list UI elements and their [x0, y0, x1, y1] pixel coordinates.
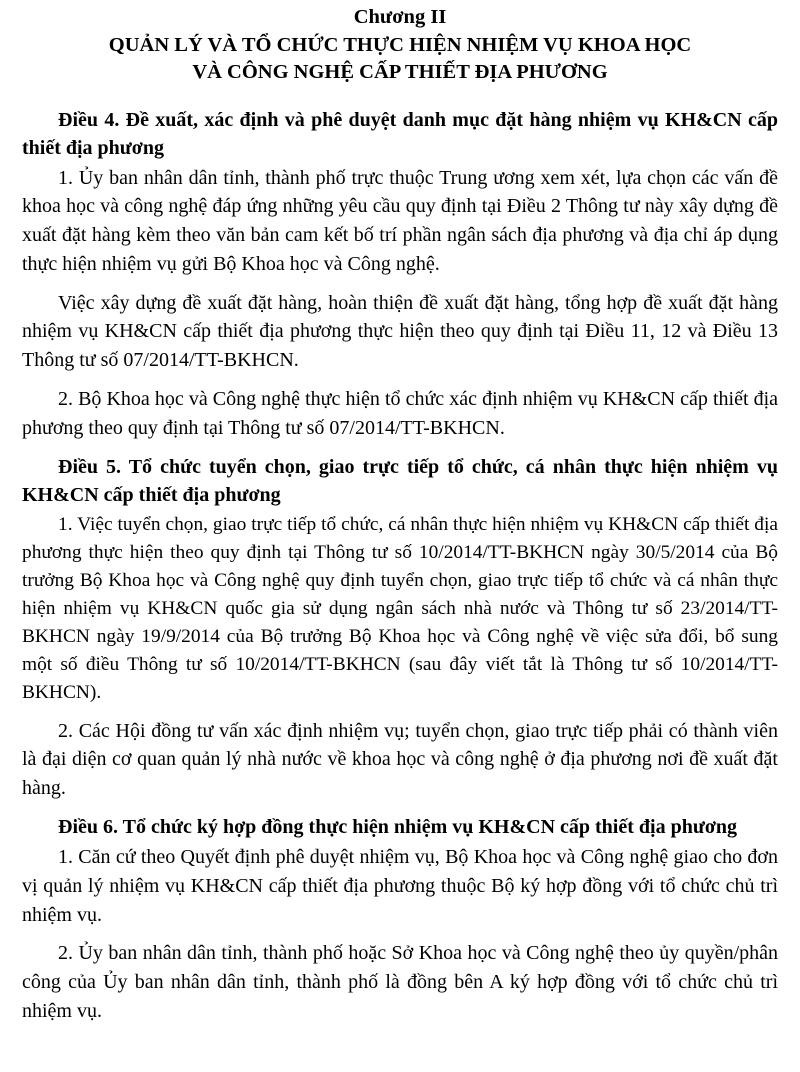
paragraph: 1. Căn cứ theo Quyết định phê duyệt nhiệm vụ, Bộ Khoa học và Công nghệ giao cho đơn vị quản lý nhiệm vụ KH&CN cấp thiết địa phương thuộc Bộ ký hợp đồng với tổ chức chủ trì nhiệm vụ.	[22, 846, 778, 926]
article-4	[22, 106, 778, 443]
chapter-title-line-2: VÀ CÔNG NGHỆ CẤP THIẾT ĐỊA PHƯƠNG	[192, 61, 608, 83]
article-heading: Điều 6. Tổ chức ký hợp đồng thực hiện nhiệm vụ KH&CN cấp thiết địa phương	[58, 816, 738, 839]
chapter-title-line-1: QUẢN LÝ VÀ TỔ CHỨC THỰC HIỆN NHIỆM VỤ KHOA HỌC	[108, 33, 692, 56]
paragraph: 1. Việc tuyển chọn, giao trực tiếp tổ chức, cá nhân thực hiện nhiệm vụ KH&CN cấp thiết địa phương thực hiện theo quy định tại Thông tư số 10/2014/TT-BKHCN ngày 30/5/2014 của Bộ trưởng Bộ Khoa học và Công nghệ quy định tuyển chọn, giao trực tiếp tổ chức và cá nhân thực hiện nhiệm vụ KH&CN quốc gia sử dụng ngân sách nhà nước và Thông tư số 23/2014/TT-BKHCN ngày 19/9/2014 của Bộ trưởng Bộ Khoa học và Công nghệ về việc sửa đổi, bổ sung một số điều Thông tư số 10/2014/TT-BKHCN (sau đây viết tắt là Thông tư số 10/2014/TT-BKHCN).	[22, 513, 778, 703]
paragraph: 1. Ủy ban nhân dân tỉnh, thành phố trực thuộc Trung ương xem xét, lựa chọn các vấn đề khoa học và công nghệ đáp ứng những yêu cầu quy định tại Điều 2 Thông tư này xây dựng đề xuất đặt hàng kèm theo văn bản cam kết bố trí phần ngân sách địa phương và địa chỉ áp dụng thực hiện nhiệm vụ gửi Bộ Khoa học và Công nghệ.	[22, 166, 778, 275]
article-6	[22, 813, 778, 1026]
article-5	[22, 453, 778, 803]
chapter-heading	[22, 4, 778, 87]
paragraph: 2. Ủy ban nhân dân tỉnh, thành phố hoặc Sở Khoa học và Công nghệ theo ủy quyền/phân công của Ủy ban nhân dân tỉnh, thành phố là đồng bên A ký hợp đồng với tổ chức chủ trì nhiệm vụ.	[22, 942, 778, 1023]
chapter-number: Chương II	[353, 6, 447, 28]
paragraph: 2. Các Hội đồng tư vấn xác định nhiệm vụ; tuyển chọn, giao trực tiếp phải có thành viên là đại diện cơ quan quản lý nhà nước về khoa học và công nghệ ở địa phương nơi đề xuất đặt hàng.	[22, 719, 778, 800]
article-heading: Điều 5. Tổ chức tuyển chọn, giao trực tiếp tổ chức, cá nhân thực hiện nhiệm vụ KH&CN cấp thiết địa phương	[22, 455, 778, 506]
paragraph: Việc xây dựng đề xuất đặt hàng, hoàn thiện đề xuất đặt hàng, tổng hợp đề xuất đặt hàng nhiệm vụ KH&CN cấp thiết địa phương thực hiện theo quy định tại Điều 11, 12 và Điều 13 Thông tư số 07/2014/TT-BKHCN.	[22, 291, 778, 372]
article-heading: Điều 4. Đề xuất, xác định và phê duyệt danh mục đặt hàng nhiệm vụ KH&CN cấp thiết địa phương	[22, 108, 778, 159]
paragraph: 2. Bộ Khoa học và Công nghệ thực hiện tổ chức xác định nhiệm vụ KH&CN cấp thiết địa phương theo quy định tại Thông tư số 07/2014/TT-BKHCN.	[22, 388, 778, 439]
